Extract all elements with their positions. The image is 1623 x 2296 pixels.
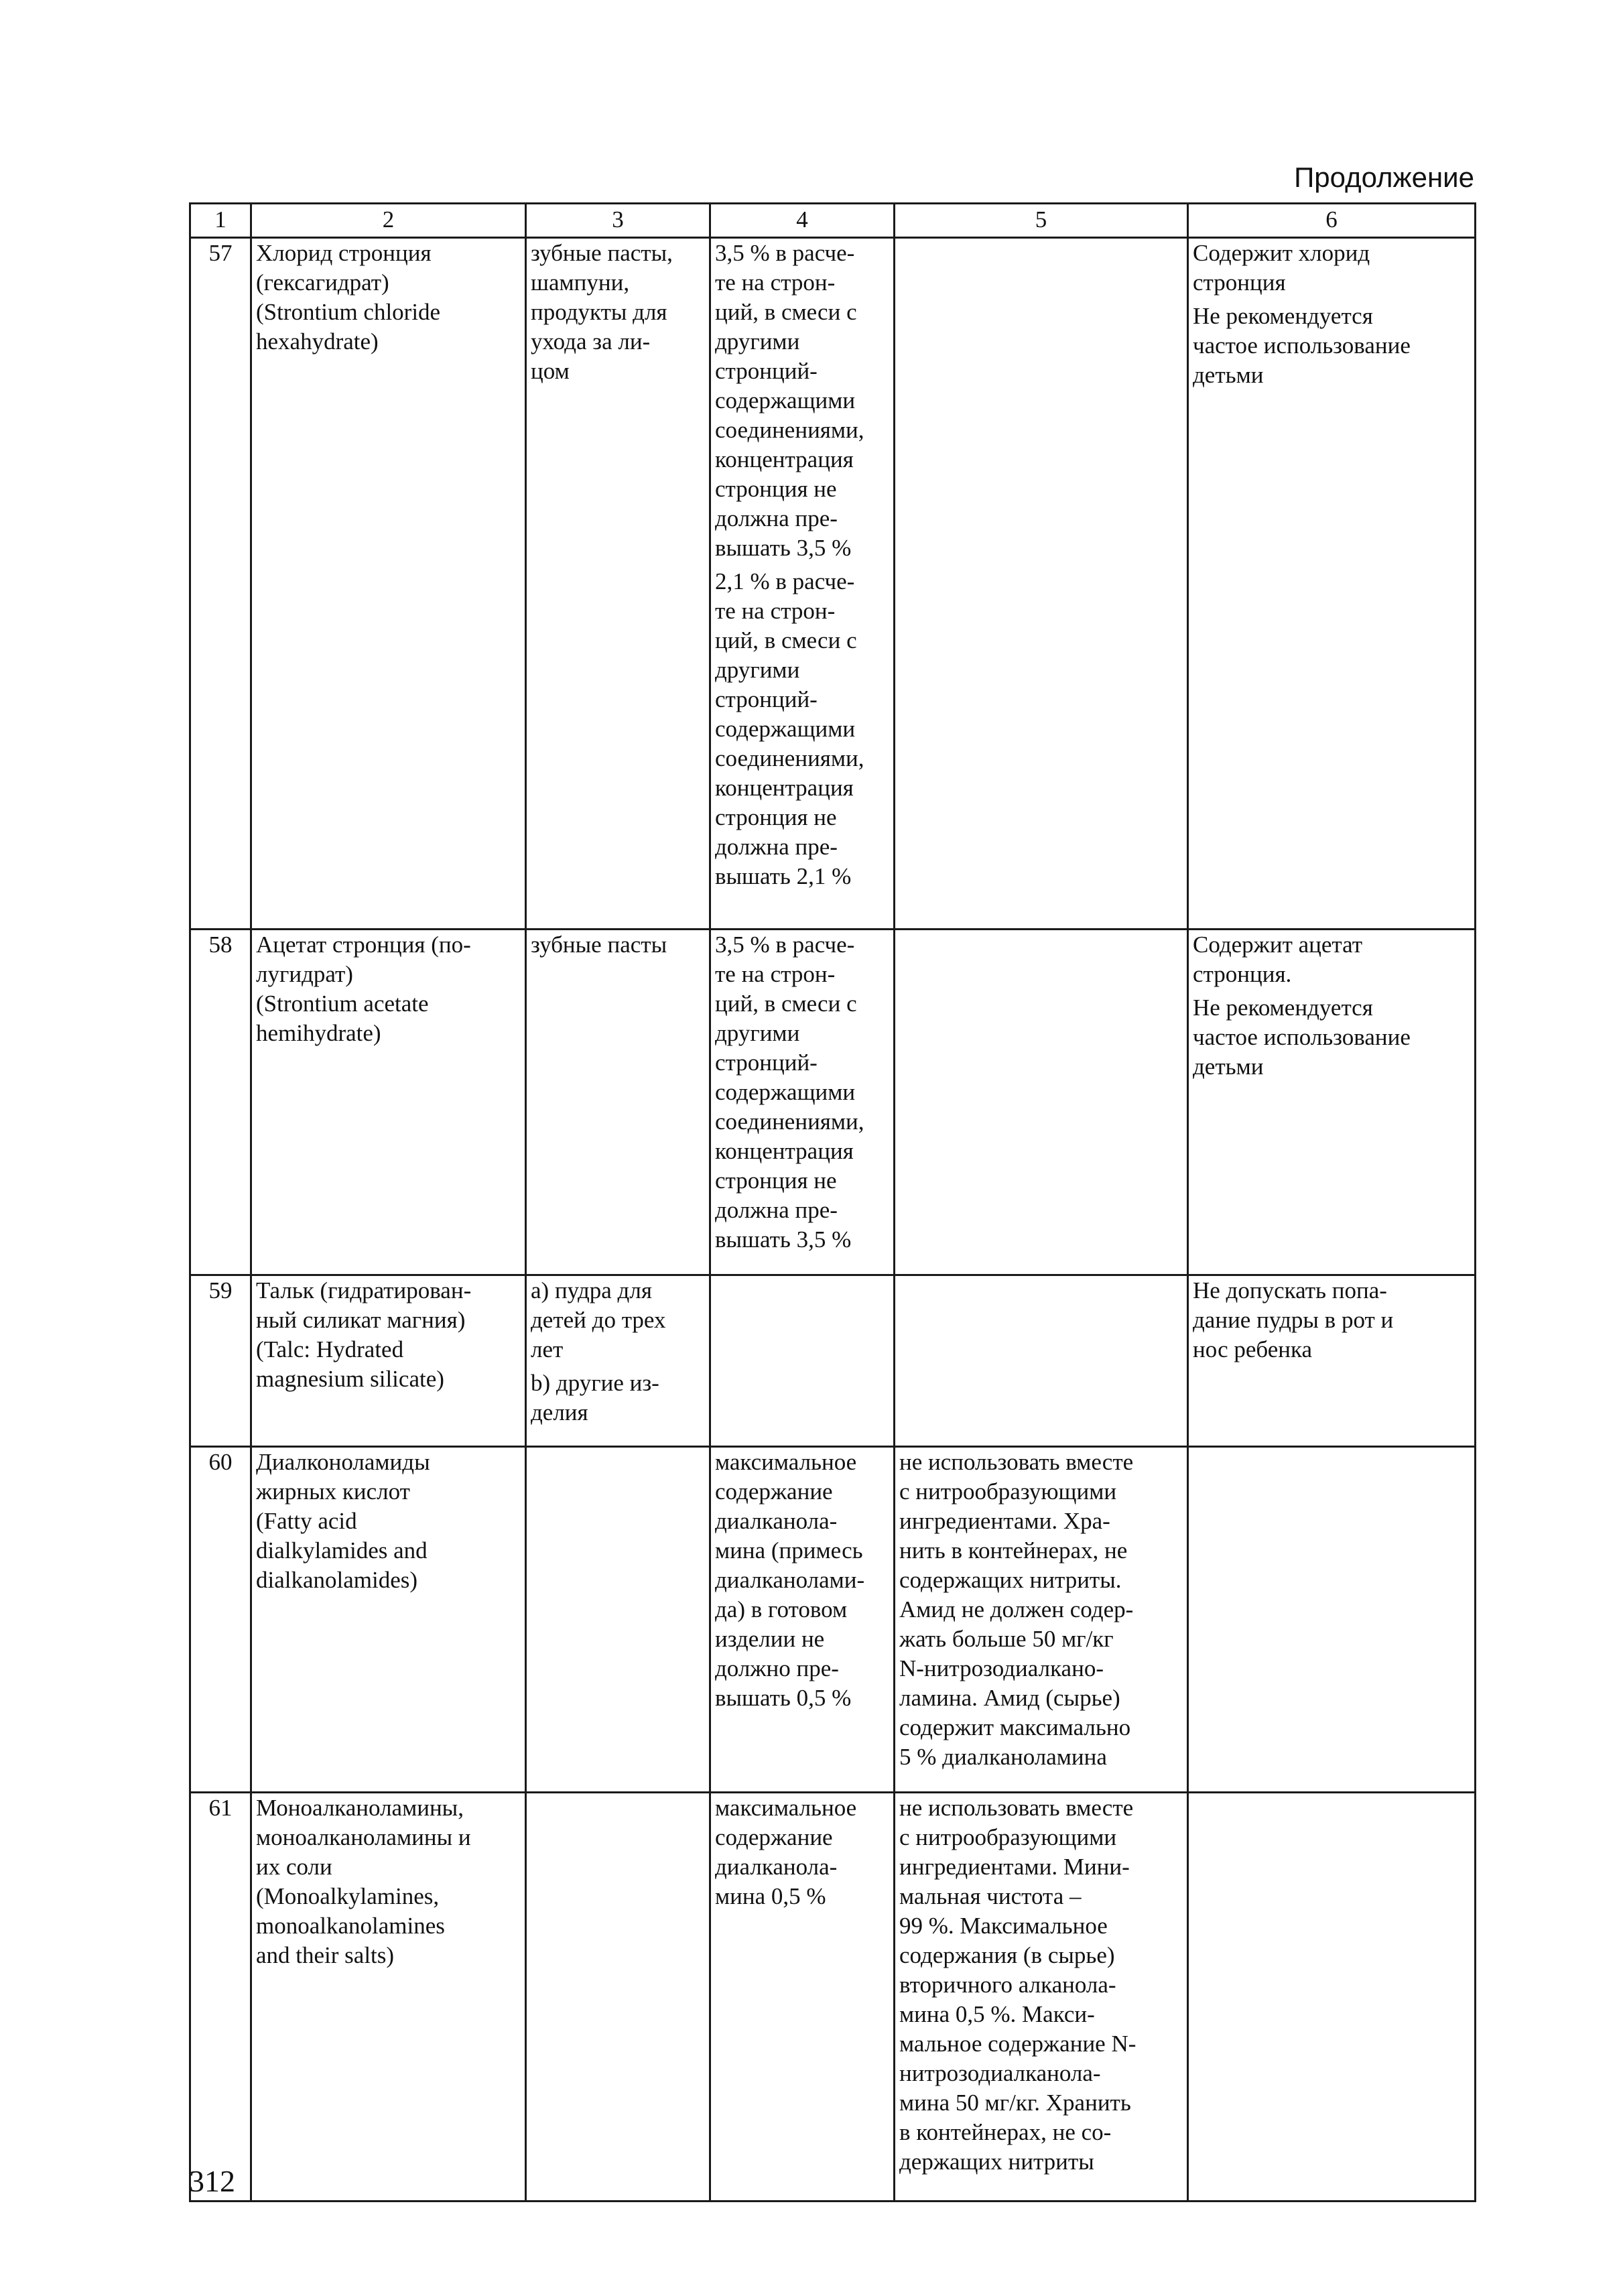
cell-text-line: 2,1 % в расче-: [715, 568, 855, 594]
cell-paragraph: [715, 567, 889, 891]
row-number: 61: [190, 1793, 251, 2202]
cell-text-line: зубные пасты: [531, 932, 667, 958]
cell-paragraph: [899, 1448, 1183, 1772]
cell-text-line: dialkylamides and: [256, 1537, 428, 1564]
cell-text-line: ций, в смеси с: [715, 991, 857, 1017]
cell-text-line: вышать 3,5 %: [715, 535, 852, 561]
max-concentration-cell: [710, 1275, 895, 1447]
cell-text-line: 5 % диалканоламина: [899, 1744, 1107, 1770]
warnings-cell: [1188, 238, 1476, 930]
cell-text-line: максимальное: [715, 1449, 857, 1475]
cell-text-line: содержит максимально: [899, 1714, 1131, 1740]
cell-paragraph: [1193, 993, 1470, 1082]
max-concentration-cell: [710, 930, 895, 1275]
cell-text-line: hemihydrate): [256, 1020, 381, 1046]
cell-text-line: (Strontium acetate: [256, 991, 429, 1017]
cell-text-line: hexahydrate): [256, 328, 379, 355]
cell-paragraph: [715, 1448, 889, 1713]
cell-text-line: (гексагидрат): [256, 269, 389, 296]
cell-text-line: Моноалканоламины,: [256, 1795, 464, 1821]
cell-text-line: концентрация: [715, 1138, 854, 1164]
cell-text-line: дание пудры в рот и: [1193, 1307, 1394, 1333]
row-number: 59: [190, 1275, 251, 1447]
column-header: 6: [1188, 204, 1476, 238]
cell-text-line: Содержит хлорид: [1193, 240, 1370, 266]
cell-text-line: должно пре-: [715, 1655, 839, 1681]
cell-paragraph: [531, 239, 705, 386]
table-row: [190, 1793, 1476, 2202]
cell-text-line: b) другие из-: [531, 1370, 659, 1396]
substance-name-cell: [251, 1275, 526, 1447]
substance-name-cell: [251, 1447, 526, 1793]
cell-text-line: содержащими: [715, 1079, 856, 1105]
column-header: 3: [526, 204, 710, 238]
column-header: 1: [190, 204, 251, 238]
cell-text-line: стронция.: [1193, 961, 1292, 987]
cell-text-line: максимальное: [715, 1795, 857, 1821]
conditions-cell: [895, 930, 1188, 1275]
cell-text-line: 3,5 % в расче-: [715, 240, 855, 266]
cell-text-line: мина 0,5 %: [715, 1883, 826, 1909]
cell-text-line: мина 0,5 %. Макси-: [899, 2001, 1095, 2027]
cell-text-line: должна пре-: [715, 834, 838, 860]
cell-text-line: стронция не: [715, 804, 837, 830]
cell-text-line: (Monoalkylamines,: [256, 1883, 440, 1909]
cell-text-line: шампуни,: [531, 269, 630, 296]
cell-text-line: вторичного алканола-: [899, 1972, 1116, 1998]
cell-text-line: ный силикат магния): [256, 1307, 466, 1333]
cell-text-line: стронция не: [715, 1167, 837, 1194]
cell-text-line: dialkanolamides): [256, 1567, 418, 1593]
cell-text-line: 3,5 % в расче-: [715, 932, 855, 958]
product-type-cell: [526, 238, 710, 930]
cell-text-line: диалканола-: [715, 1854, 838, 1880]
substance-name-cell: [251, 930, 526, 1275]
cell-text-line: лет: [531, 1336, 564, 1362]
cell-text-line: magnesium silicate): [256, 1366, 444, 1392]
cell-text-line: Не допускать попа-: [1193, 1277, 1387, 1303]
cell-text-line: да) в готовом: [715, 1596, 848, 1622]
cell-text-line: Не рекомендуется: [1193, 303, 1373, 329]
table-header-row: [190, 204, 1476, 238]
warnings-cell: [1188, 1447, 1476, 1793]
conditions-cell: [895, 1447, 1188, 1793]
substance-name-cell: [251, 1793, 526, 2202]
cell-text-line: мальная чистота –: [899, 1883, 1082, 1909]
cell-paragraph: [715, 930, 889, 1255]
column-header: 5: [895, 204, 1188, 238]
product-type-cell: [526, 1793, 710, 2202]
cell-text-line: те на строн-: [715, 961, 836, 987]
cell-text-line: цом: [531, 358, 570, 384]
cell-text-line: ций, в смеси с: [715, 627, 857, 653]
cell-text-line: нить в контейнерах, не: [899, 1537, 1128, 1564]
table-row: [190, 1275, 1476, 1447]
cell-text-line: частое использование: [1193, 332, 1411, 359]
cell-text-line: с нитрообразующими: [899, 1478, 1117, 1505]
cell-text-line: другими: [715, 328, 800, 355]
cell-paragraph: [715, 239, 889, 563]
cell-text-line: держащих нитриты: [899, 2149, 1094, 2175]
cell-paragraph: [531, 1276, 705, 1364]
max-concentration-cell: [710, 238, 895, 930]
cell-paragraph: [531, 1368, 705, 1427]
cell-text-line: те на строн-: [715, 269, 836, 296]
warnings-cell: [1188, 930, 1476, 1275]
cell-text-line: лугидрат): [256, 961, 353, 987]
cell-text-line: Ацетат стронция (по-: [256, 932, 471, 958]
cell-text-line: в контейнерах, не со-: [899, 2119, 1112, 2145]
cell-paragraph: [531, 930, 705, 960]
table-row: [190, 238, 1476, 930]
cell-paragraph: [899, 1793, 1183, 2177]
cell-text-line: нос ребенка: [1193, 1336, 1313, 1362]
cell-paragraph: [1193, 302, 1470, 390]
cell-text-line: концентрация: [715, 775, 854, 801]
cell-text-line: (Talc: Hydrated: [256, 1336, 404, 1362]
cell-paragraph: [1193, 1276, 1470, 1364]
cell-text-line: monoalkanolamines: [256, 1913, 445, 1939]
cell-text-line: продукты для: [531, 299, 667, 325]
conditions-cell: [895, 1793, 1188, 2202]
cell-text-line: содержащих нитриты.: [899, 1567, 1122, 1593]
cell-text-line: другими: [715, 657, 800, 683]
cell-text-line: Тальк (гидратирован-: [256, 1277, 472, 1303]
cell-text-line: жирных кислот: [256, 1478, 410, 1505]
cell-text-line: вышать 2,1 %: [715, 863, 852, 889]
cell-text-line: (Fatty acid: [256, 1508, 357, 1534]
cell-text-line: содержащими: [715, 716, 856, 742]
cell-text-line: зубные пасты,: [531, 240, 673, 266]
table-row: [190, 930, 1476, 1275]
cell-text-line: соединениями,: [715, 745, 864, 771]
table-row: [190, 1447, 1476, 1793]
warnings-cell: [1188, 1793, 1476, 2202]
row-number: 58: [190, 930, 251, 1275]
cell-text-line: Не рекомендуется: [1193, 995, 1373, 1021]
cell-text-line: стронций-: [715, 358, 818, 384]
row-number: 60: [190, 1447, 251, 1793]
cell-text-line: мина 50 мг/кг. Хранить: [899, 2090, 1131, 2116]
cell-text-line: ламина. Амид (сырье): [899, 1685, 1120, 1711]
cell-text-line: ций, в смеси с: [715, 299, 857, 325]
column-header: 2: [251, 204, 526, 238]
cell-text-line: Хлорид стронция: [256, 240, 432, 266]
cell-text-line: стронций-: [715, 1049, 818, 1076]
cell-text-line: стронций-: [715, 686, 818, 712]
row-number: 57: [190, 238, 251, 930]
max-concentration-cell: [710, 1447, 895, 1793]
cell-text-line: and their salts): [256, 1942, 395, 1968]
cell-text-line: Диалконоламиды: [256, 1449, 430, 1475]
cell-text-line: Амид не должен содер-: [899, 1596, 1134, 1622]
warnings-cell: [1188, 1275, 1476, 1447]
cell-text-line: ингредиентами. Мини-: [899, 1854, 1130, 1880]
cell-text-line: частое использование: [1193, 1024, 1411, 1050]
cell-text-line: делия: [531, 1399, 588, 1425]
cell-paragraph: [1193, 239, 1470, 298]
cell-text-line: изделии не: [715, 1626, 825, 1652]
cell-text-line: 99 %. Максимальное: [899, 1913, 1108, 1939]
cell-text-line: моноалканоламины и: [256, 1824, 471, 1850]
cell-paragraph: [715, 1793, 889, 1911]
cell-text-line: не использовать вместе: [899, 1449, 1134, 1475]
cell-text-line: те на строн-: [715, 598, 836, 624]
cell-text-line: должна пре-: [715, 1197, 838, 1223]
max-concentration-cell: [710, 1793, 895, 2202]
cell-text-line: (Strontium chloride: [256, 299, 441, 325]
cell-text-line: другими: [715, 1020, 800, 1046]
column-header: 4: [710, 204, 895, 238]
cell-text-line: мальное содержание N-: [899, 2031, 1137, 2057]
cell-text-line: нитрозодиалканола-: [899, 2060, 1101, 2086]
cell-text-line: диалканолами-: [715, 1567, 865, 1593]
cell-text-line: детей до трех: [531, 1307, 666, 1333]
cell-text-line: должна пре-: [715, 505, 838, 531]
cell-text-line: концентрация: [715, 446, 854, 472]
cell-text-line: с нитрообразующими: [899, 1824, 1117, 1850]
cell-text-line: соединениями,: [715, 1108, 864, 1135]
cell-text-line: стронция: [1193, 269, 1286, 296]
conditions-cell: [895, 238, 1188, 930]
cell-text-line: Содержит ацетат: [1193, 932, 1363, 958]
cell-text-line: мина (примесь: [715, 1537, 863, 1564]
cell-text-line: жать больше 50 мг/кг: [899, 1626, 1114, 1652]
product-type-cell: [526, 1275, 710, 1447]
product-type-cell: [526, 930, 710, 1275]
cell-text-line: стронция не: [715, 476, 837, 502]
conditions-cell: [895, 1275, 1188, 1447]
cell-text-line: содержание: [715, 1824, 833, 1850]
cell-text-line: содержания (в сырье): [899, 1942, 1115, 1968]
cell-text-line: N-нитрозодиалкано-: [899, 1655, 1104, 1681]
continuation-label: Продолжение: [1294, 162, 1474, 193]
substance-name-cell: [251, 238, 526, 930]
product-type-cell: [526, 1447, 710, 1793]
cell-text-line: вышать 0,5 %: [715, 1685, 852, 1711]
cell-paragraph: [1193, 930, 1470, 989]
cell-text-line: вышать 3,5 %: [715, 1226, 852, 1253]
page-number: 312: [189, 2164, 235, 2198]
cell-text-line: ингредиентами. Хра-: [899, 1508, 1110, 1534]
cell-text-line: детьми: [1193, 362, 1264, 388]
cell-text-line: их соли: [256, 1854, 332, 1880]
cell-text-line: детьми: [1193, 1054, 1264, 1080]
cell-text-line: не использовать вместе: [899, 1795, 1134, 1821]
cell-text-line: диалканола-: [715, 1508, 838, 1534]
cell-text-line: а) пудра для: [531, 1277, 652, 1303]
regulation-table: [189, 202, 1476, 2202]
cell-text-line: соединениями,: [715, 417, 864, 443]
cell-text-line: содержащими: [715, 387, 856, 413]
cell-text-line: содержание: [715, 1478, 833, 1505]
cell-text-line: ухода за ли-: [531, 328, 651, 355]
